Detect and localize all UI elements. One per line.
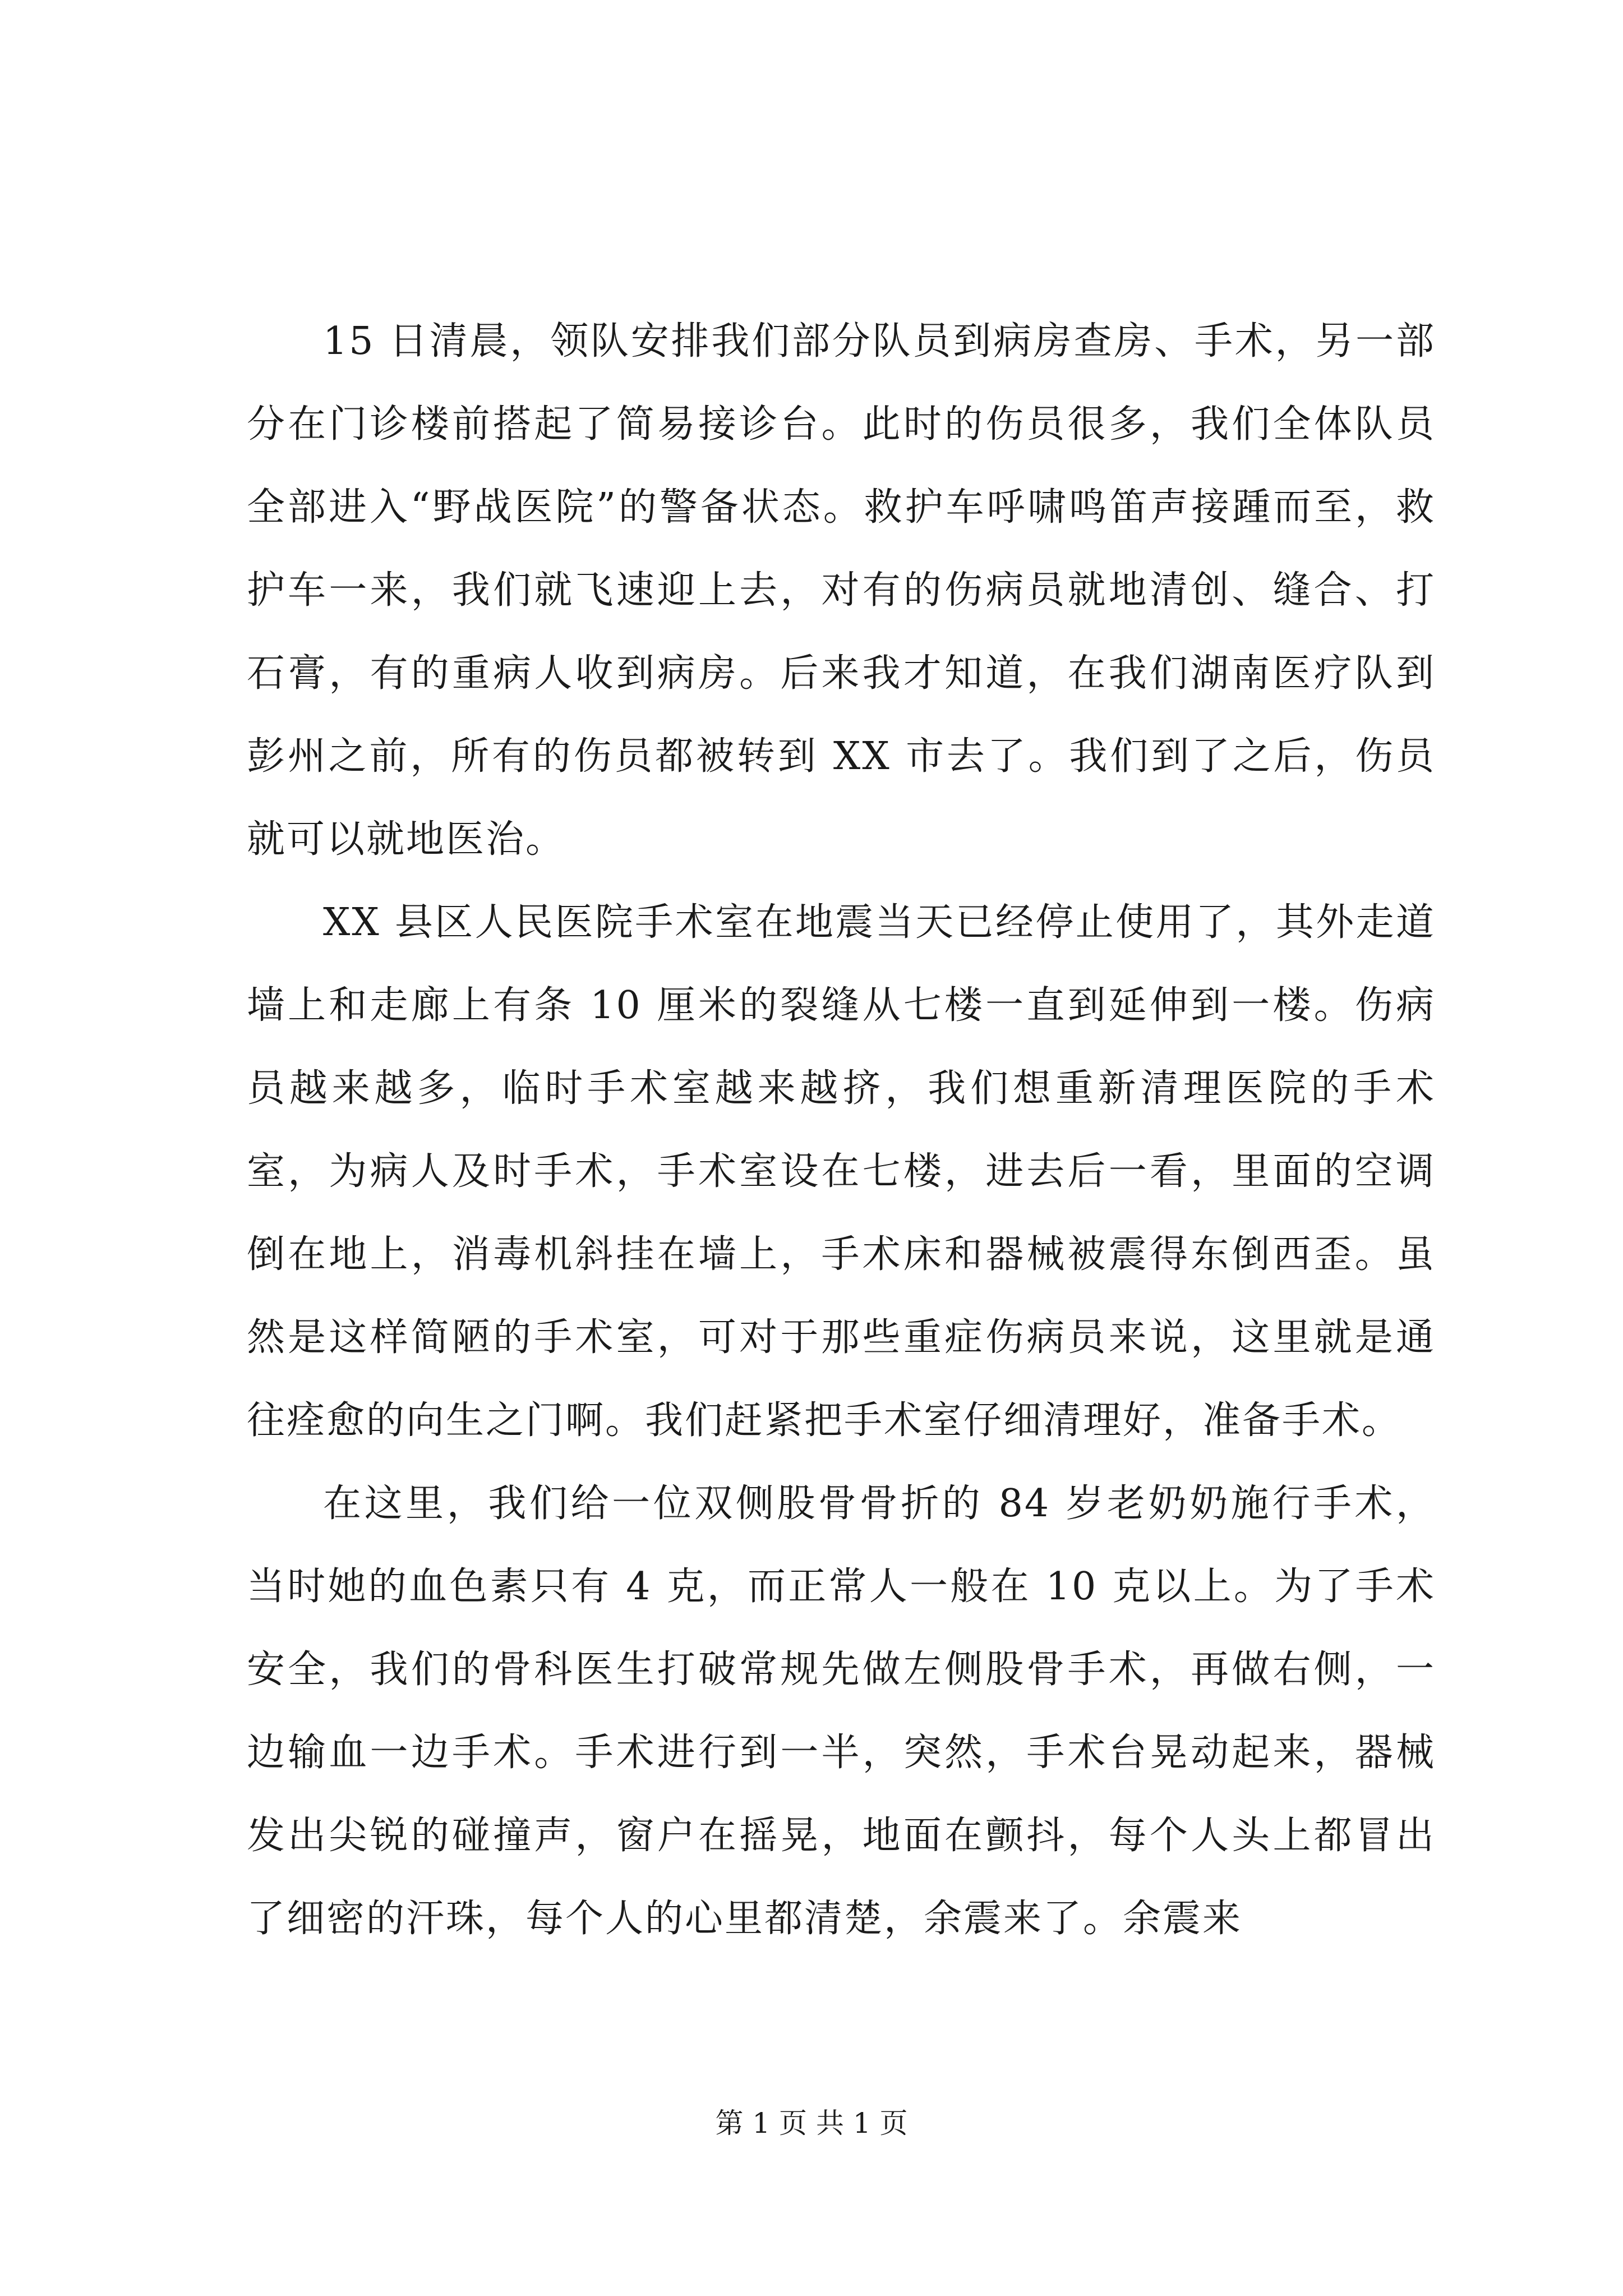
body-text [247,300,1436,1961]
paragraph-3: 在这里，我们给一位双侧股骨骨折的 84 岁老奶奶施行手术，当时她的血色素只有 4 克，而正常人一般在 10 克以上。为了手术安全，我们的骨科医生打破常规先做左侧股骨手术，再做右侧，一边输血一边手术。手术进行到一半，突然，手术台晃动起来，器械发出尖锐的碰撞声，窗户在摇晃，地面在颤抖，每个人头上都冒出了细密的汗珠，每个人的心里都清楚，余震来了。余震来 [247,1481,1436,1941]
paragraph-2: XX 县区人民医院手术室在地震当天已经停止使用了，其外走道墙上和走廊上有条 10 厘米的裂缝从七楼一直到延伸到一楼。伤病员越来越多，临时手术室越来越挤，我们想重新清理医院的手术室，为病人及时手术，手术室设在七楼，进去后一看，里面的空调倒在地上，消毒机斜挂在墙上，手术床和器械被震得东倒西歪。虽然是这样简陋的手术室，可对于那些重症伤病员来说，这里就是通往痊愈的向生之门啊。我们赶紧把手术室仔细清理好，准备手术。 [247,900,1436,1443]
paragraph-1: 15 日清晨，领队安排我们部分队员到病房查房、手术，另一部分在门诊楼前搭起了简易接诊台。此时的伤员很多，我们全体队员全部进入“野战医院”的警备状态。救护车呼啸鸣笛声接踵而至，救护车一来，我们就飞速迎上去，对有的伤病员就地清创、缝合、打石膏，有的重病人收到病房。后来我才知道，在我们湖南医疗队到彭州之前，所有的伤员都被转到 XX 市去了。我们到了之后，伤员就可以就地医治。 [247,319,1436,862]
page-footer: 第 1 页 共 1 页 [715,2107,908,2139]
